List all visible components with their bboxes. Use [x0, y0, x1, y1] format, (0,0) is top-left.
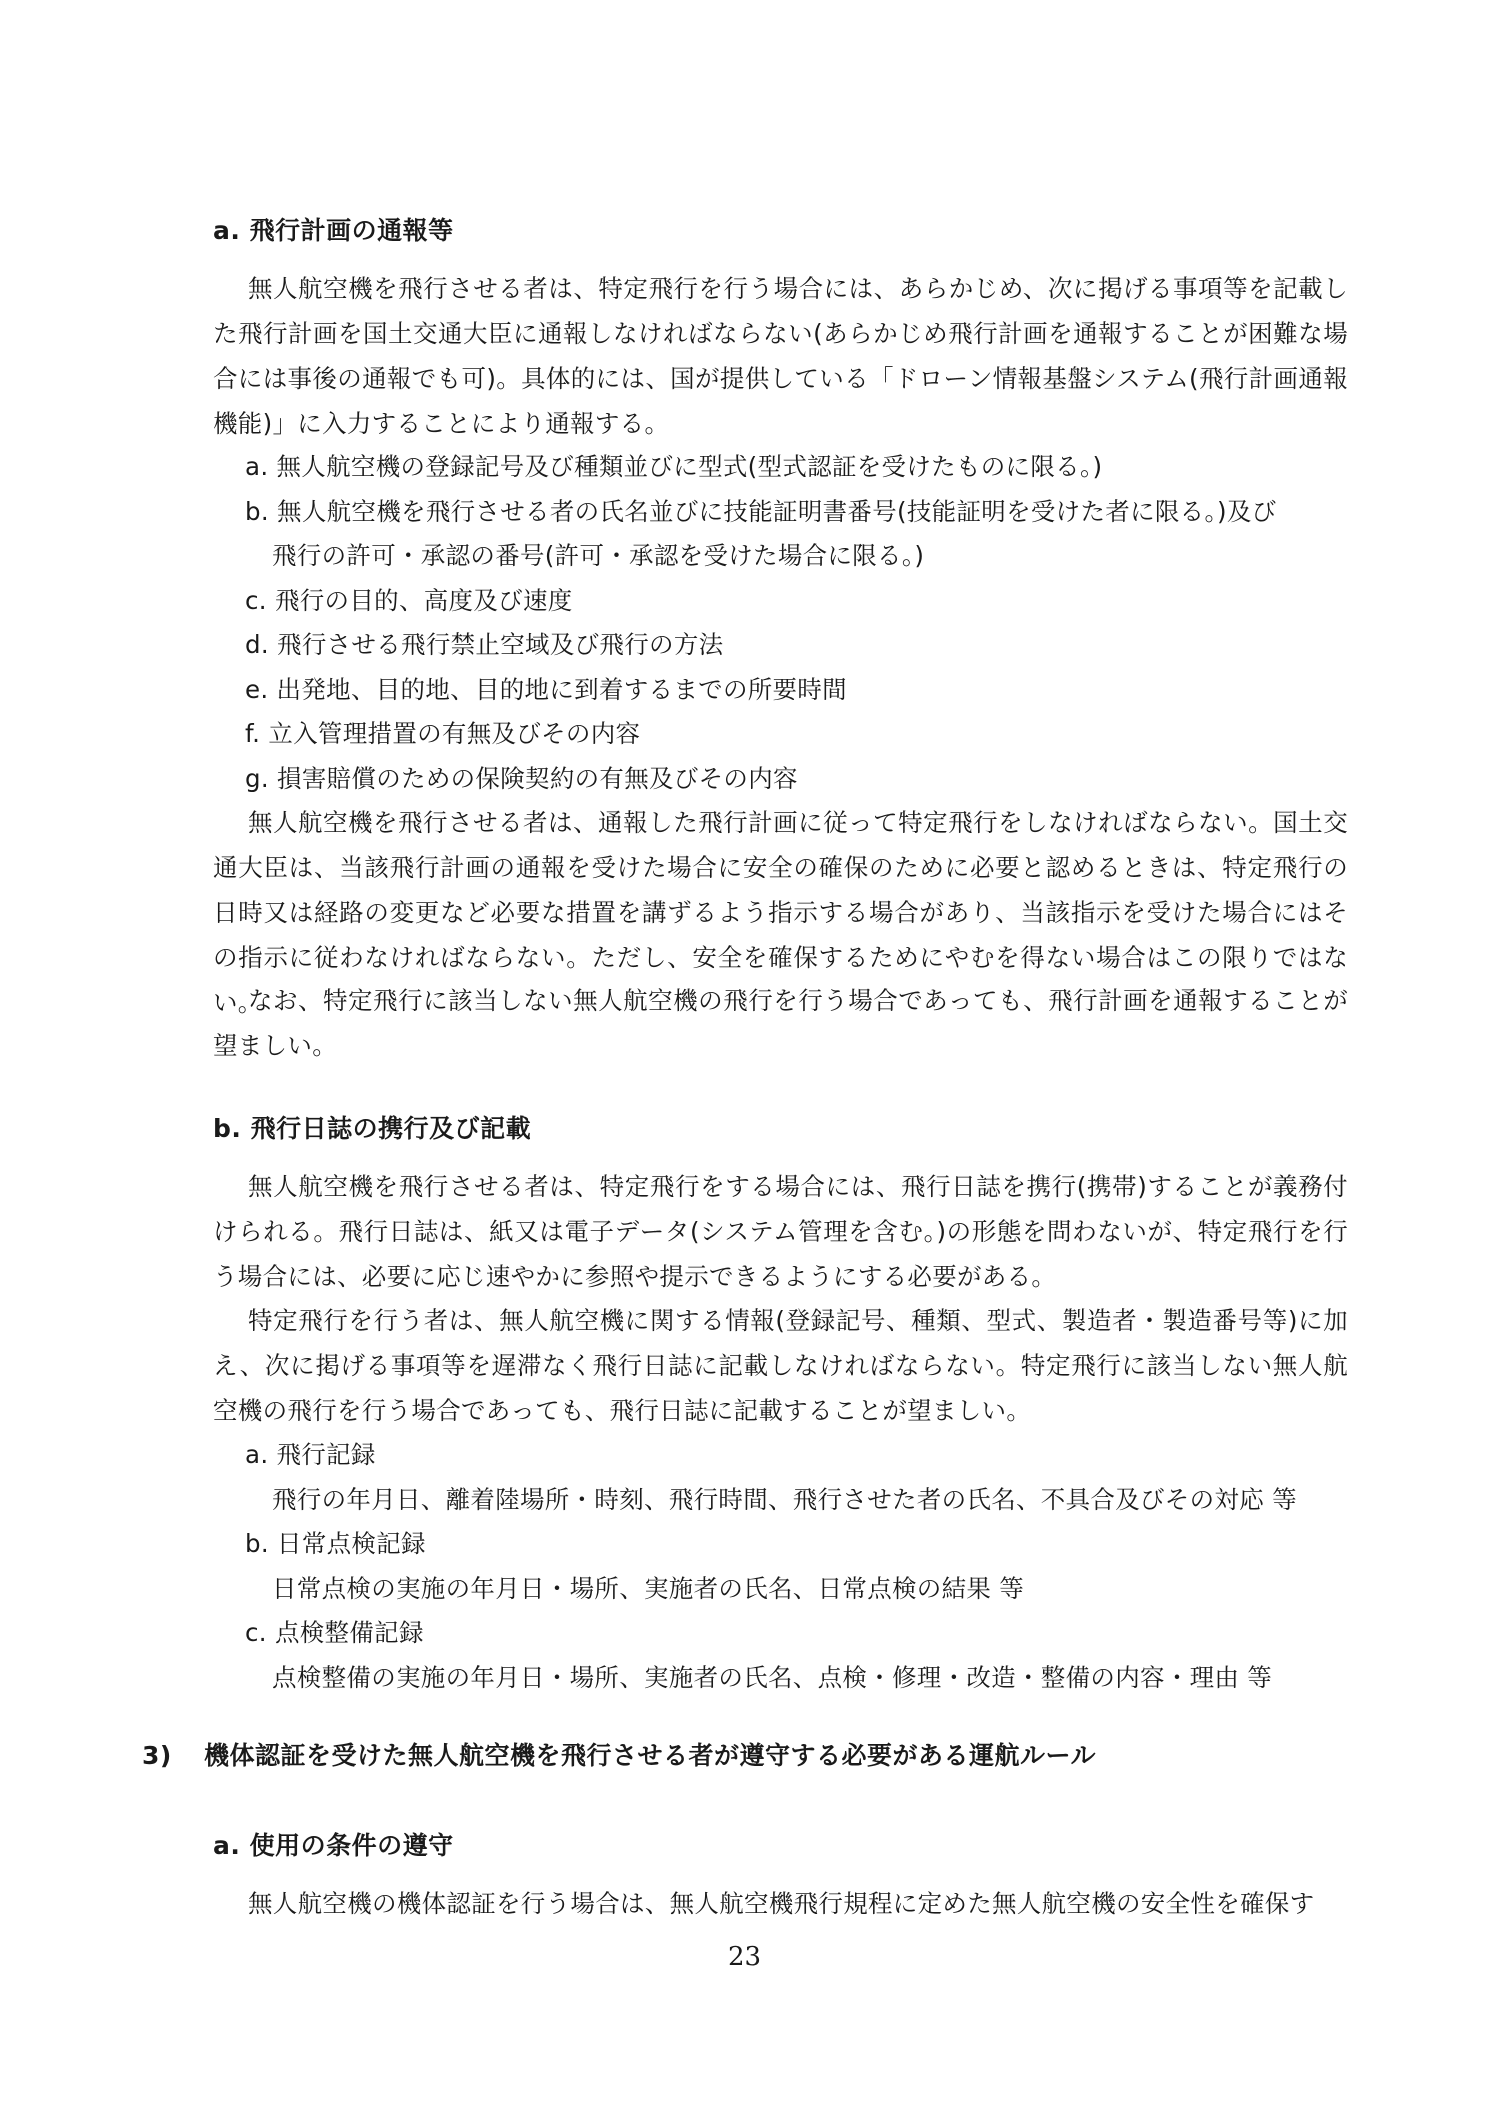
section-a-paragraph-3: なお、特定飛行に該当しない無人航空機の飛行を行う場合であっても、飛行計画を通報することが望ましい。 — [213, 986, 1348, 1060]
section-3a-heading: a. 使用の条件の遵守 — [213, 1831, 454, 1860]
list-item-g: g. 損害賠償のための保険契約の有無及びその内容 — [245, 764, 798, 793]
record-b-label: b. 日常点検記録 — [245, 1529, 426, 1558]
list-item-f: f. 立入管理措置の有無及びその内容 — [245, 719, 641, 748]
list-item-d: d. 飛行させる飛行禁止空域及び飛行の方法 — [245, 630, 724, 659]
list-item-e: e. 出発地、目的地、目的地に到着するまでの所要時間 — [245, 675, 847, 704]
section-b-heading: b. 飛行日誌の携行及び記載 — [213, 1114, 532, 1143]
list-item-c: c. 飛行の目的、高度及び速度 — [245, 586, 573, 615]
record-b-detail: 日常点検の実施の年月日・場所、実施者の氏名、日常点検の結果 等 — [272, 1574, 1025, 1603]
record-a-label: a. 飛行記録 — [245, 1440, 376, 1469]
section-3-heading: 機体認証を受けた無人航空機を飛行させる者が遵守する必要がある運航ルール — [204, 1741, 1097, 1770]
record-c-detail: 点検整備の実施の年月日・場所、実施者の氏名、点検・修理・改造・整備の内容・理由 等 — [272, 1663, 1273, 1692]
section-3a-paragraph-1: 無人航空機の機体認証を行う場合は、無人航空機飛行規程に定めた無人航空機の安全性を確保す — [248, 1889, 1315, 1918]
list-item-b-continued: 飛行の許可・承認の番号(許可・承認を受けた場合に限る。) — [272, 541, 925, 570]
section-b-paragraph-1: 無人航空機を飛行させる者は、特定飛行をする場合には、飛行日誌を携行(携帯)することが義務付けられる。飛行日誌は、紙又は電子データ(システム管理を含む。)の形態を問わないが、特定飛行を行う場合には、必要に応じ速やかに参照や提示できるようにする必要がある。 — [213, 1172, 1348, 1291]
list-item-a: a. 無人航空機の登録記号及び種類並びに型式(型式認証を受けたものに限る。) — [245, 452, 1103, 481]
record-c-label: c. 点検整備記録 — [245, 1618, 424, 1647]
record-a-detail: 飛行の年月日、離着陸場所・時刻、飛行時間、飛行させた者の氏名、不具合及びその対応 等 — [272, 1485, 1297, 1514]
page-number: 23 — [727, 1942, 762, 1972]
section-b-paragraph-2: 特定飛行を行う者は、無人航空機に関する情報(登録記号、種類、型式、製造者・製造番号等)に加え、次に掲げる事項等を遅滞なく飛行日誌に記載しなければならない。特定飛行に該当しない無人航空機の飛行を行う場合であっても、飛行日誌に記載することが望ましい。 — [213, 1306, 1348, 1425]
list-item-b: b. 無人航空機を飛行させる者の氏名並びに技能証明書番号(技能証明を受けた者に限る。)及び — [245, 497, 1277, 526]
section-a-heading: a. 飛行計画の通報等 — [213, 216, 454, 245]
section-3-number: 3) — [142, 1741, 172, 1770]
section-a-paragraph-1: 無人航空機を飛行させる者は、特定飛行を行う場合には、あらかじめ、次に掲げる事項等を記載した飛行計画を国土交通大臣に通報しなければならない(あらかじめ飛行計画を通報することが困難な場合には事後の通報でも可)。具体的には、国が提供している「ドローン情報基盤システム(飛行計画通報機能)」に入力することにより通報する。 — [213, 274, 1348, 438]
section-a-paragraph-2: 無人航空機を飛行させる者は、通報した飛行計画に従って特定飛行をしなければならない。国土交通大臣は、当該飛行計画の通報を受けた場合に安全の確保のために必要と認めるときは、特定飛行の日時又は経路の変更など必要な措置を講ずるよう指示する場合があり、当該指示を受けた場合にはその指示に従わなければならない。ただし、安全を確保するためにやむを得ない場合はこの限りではない。 — [213, 808, 1348, 1017]
